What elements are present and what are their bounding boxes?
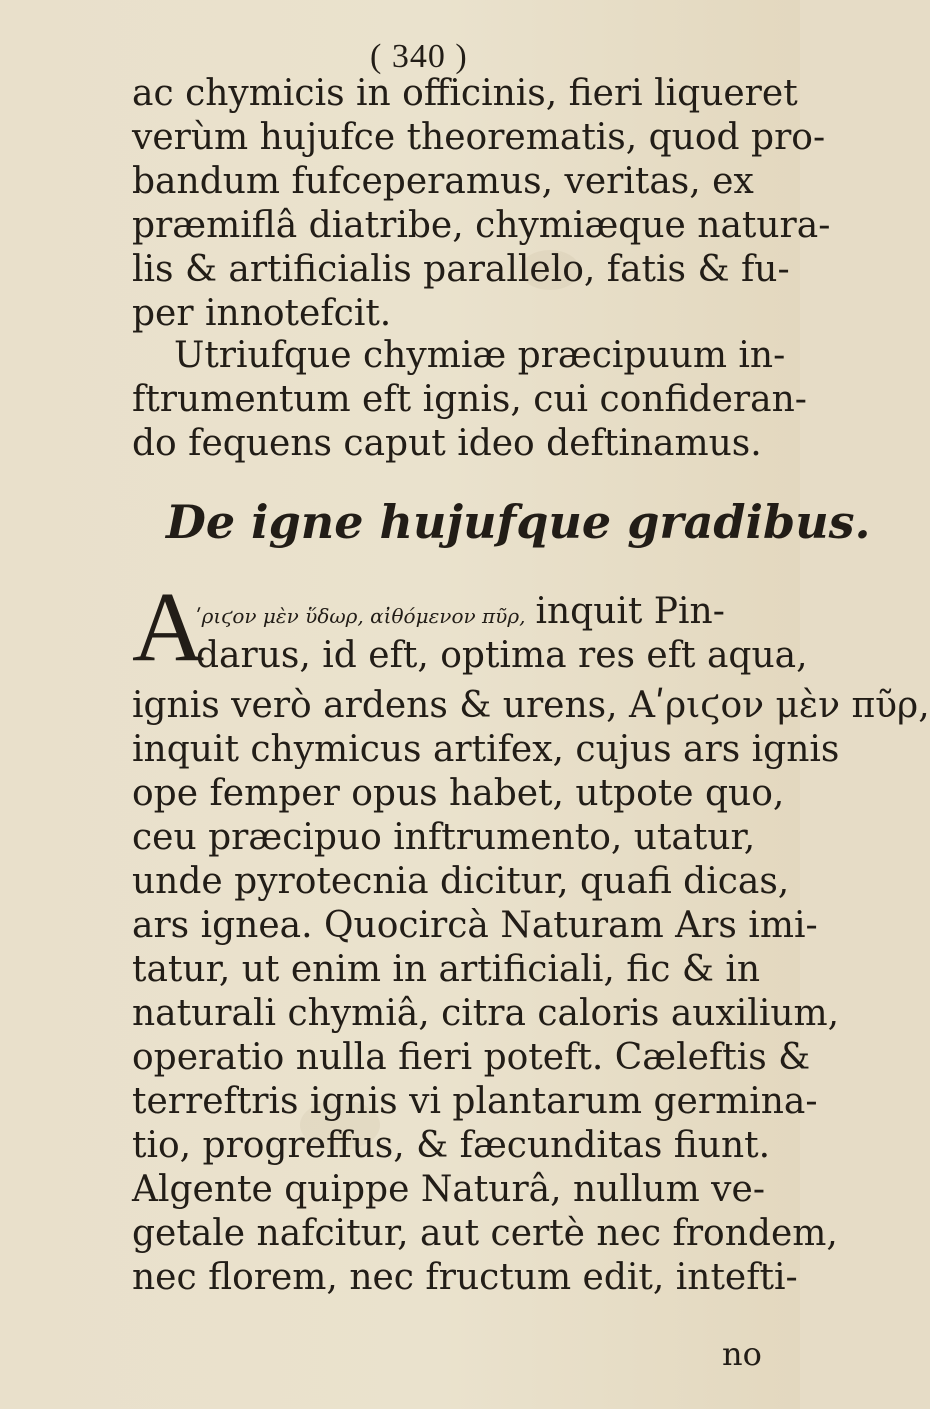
text-line: getale nafcitur, aut certè nec frondem, (132, 1213, 838, 1254)
text-line: nec florem, nec fructum edit, intefti- (132, 1257, 798, 1298)
section-heading: De igne hujufque gradibus. (166, 495, 871, 549)
text-line: unde pyrotecnia dicitur, quafi dicas, (132, 861, 790, 902)
greek-quotation: ʹριϛον μὲν ὕδωρ, αἰθόμενον πῦρ, (196, 604, 526, 628)
text-line: Algente quippe Naturâ, nullum ve- (132, 1169, 765, 1210)
text-line: ars ignea. Quocircà Naturam Ars imi- (132, 905, 818, 946)
text-line: ac chymicis in officinis, fieri liqueret (132, 73, 798, 114)
text-line: Utriufque chymiæ præcipuum in- (174, 335, 786, 376)
catchword: no (722, 1335, 762, 1373)
text-line: præmiflâ diatribe, chymiæque natura- (132, 205, 831, 246)
text-line: ignis verò ardens & urens, Αʹριϛον μὲν πῦρ, (132, 685, 930, 726)
text-line: per innotefcit. (132, 293, 392, 334)
text-line: terreftris ignis vi plantarum germina- (132, 1081, 818, 1122)
text-line: ceu præcipuo inftrumento, utatur, (132, 817, 756, 858)
text-line (196, 590, 725, 638)
text-line: do fequens caput ideo deftinamus. (132, 423, 762, 464)
paragraph-pindar (132, 684, 930, 1300)
text-line: verùm hujufce theorematis, quod pro- (132, 117, 826, 158)
paragraph-utriusque (132, 334, 807, 466)
paragraph-continuation (132, 72, 831, 336)
text-line: lis & artificialis parallelo, fatis & fu- (132, 249, 790, 290)
text-line: ftrumentum eft ignis, cui confideran- (132, 379, 807, 420)
text-line: naturali chymiâ, citra caloris auxilium, (132, 993, 840, 1034)
text-line: operatio nulla fieri poteft. Cæleftis & (132, 1037, 811, 1078)
text-line: tatur, ut enim in artificiali, fic & in (132, 949, 761, 990)
text-fragment: inquit Pin- (535, 591, 725, 632)
text-line: bandum fufceperamus, veritas, ex (132, 161, 754, 202)
page-number: ( 340 ) (370, 38, 468, 75)
text-line: inquit chymicus artifex, cujus ars ignis (132, 729, 840, 770)
drop-cap: A (132, 571, 205, 682)
text-line: ope femper opus habet, utpote quo, (132, 773, 785, 814)
text-line: darus, id eft, optima res eft aqua, (196, 635, 808, 676)
text-line: tio, progreffus, & fæcunditas fiunt. (132, 1125, 771, 1166)
